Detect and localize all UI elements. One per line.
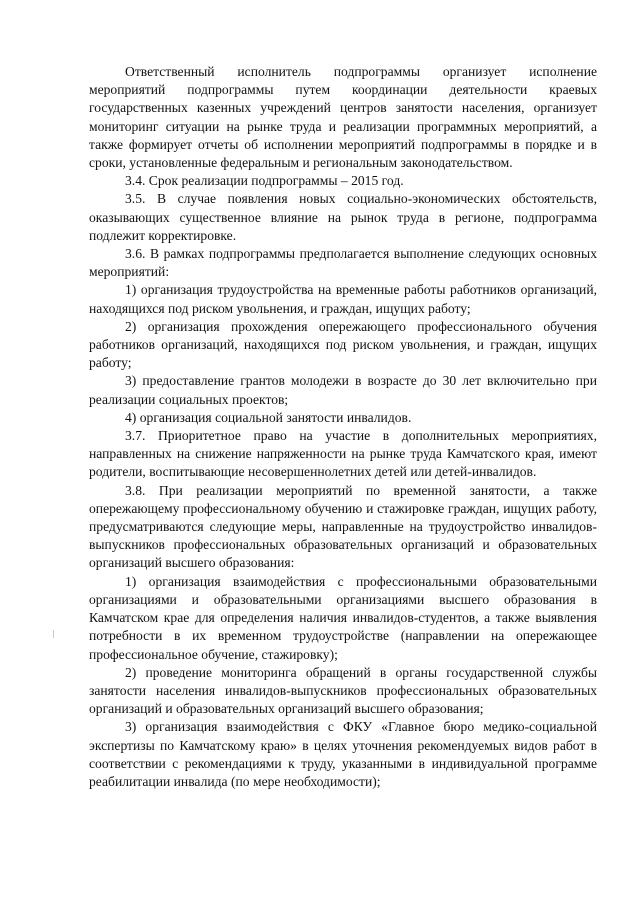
paragraph-3-8: 3.8. При реализации мероприятий по временной занятости, а также опережающему профессиональному обучению и стажировке граждан, ищущих работу, предусматриваются следующие меры, направленные на трудоустройство инвалидов-выпускников профессиональных образовательных организаций и образовательных организаций высшего образования: xyxy=(89,482,597,571)
paragraph-executor: Ответственный исполнитель подпрограммы организует исполнение мероприятий подпрограммы путем координации деятельности краевых государственных казенных учреждений центров занятости населения, организует мониторинг ситуации на рынке труда и реализации программных мероприятий, а также формирует отчеты об исполнении мероприятий подпрограммы в порядке и в сроки, установленные федеральным и региональным законодательством. xyxy=(89,64,597,171)
paragraph-3-6: 3.6. В рамках подпрограммы предполагается выполнение следующих основных мероприятий: xyxy=(89,246,597,280)
paragraph-3-4: 3.4. Срок реализации подпрограммы – 2015 год. xyxy=(125,173,404,189)
paragraph-3-7: 3.7. Приоритетное право на участие в дополнительных мероприятиях, направленных на снижение напряженности на рынке труда Камчатского края, имеют родители, воспитывающие несовершеннолетних детей или детей-инвалидов. xyxy=(89,428,597,480)
paragraph-3-5: 3.5. В случае появления новых социально-экономических обстоятельств, оказывающих существенное влияние на рынок труда в регионе, подпрограмма подлежит корректировке. xyxy=(89,191,597,243)
list-item-3-8-3: 3) организация взаимодействия с ФКУ «Главное бюро медико-социальной экспертизы по Камчатскому краю» в целях уточнения рекомендуемых видов работ в соответствии с рекомендациями к труду, указанными в индивидуальной программе реабилитации инвалида (по мере необходимости); xyxy=(89,719,597,789)
list-item-3-6-4: 4) организация социальной занятости инвалидов. xyxy=(125,409,412,425)
list-item-3-8-2: 2) проведение мониторинга обращений в органы государственной службы занятости населения инвалидов-выпускников профессиональных образовательных организаций и образовательных организаций высшего образования; xyxy=(89,664,597,717)
scan-artifact xyxy=(53,630,54,638)
list-item-3-6-1: 1) организация трудоустройства на временные работы работников организаций, находящихся под риском увольнения, и граждан, ищущих работу; xyxy=(89,282,597,316)
document-body xyxy=(89,63,597,791)
list-item-3-8-1: 1) организация взаимодействия с профессиональными образовательными организациями и образовательными организациями высшего образования в Камчатском крае для определения наличия инвалидов-студентов, а также выявления потребности в их временном трудоустройстве (направлении на опережающее профессиональное обучение, стажировку); xyxy=(89,573,597,662)
list-item-3-6-3: 3) предоставление грантов молодежи в возрасте до 30 лет включительно при реализации социальных проектов; xyxy=(89,373,597,407)
list-item-3-6-2: 2) организация прохождения опережающего профессионального обучения работников организаций, находящихся под риском увольнения, и граждан, ищущих работу; xyxy=(89,318,597,371)
